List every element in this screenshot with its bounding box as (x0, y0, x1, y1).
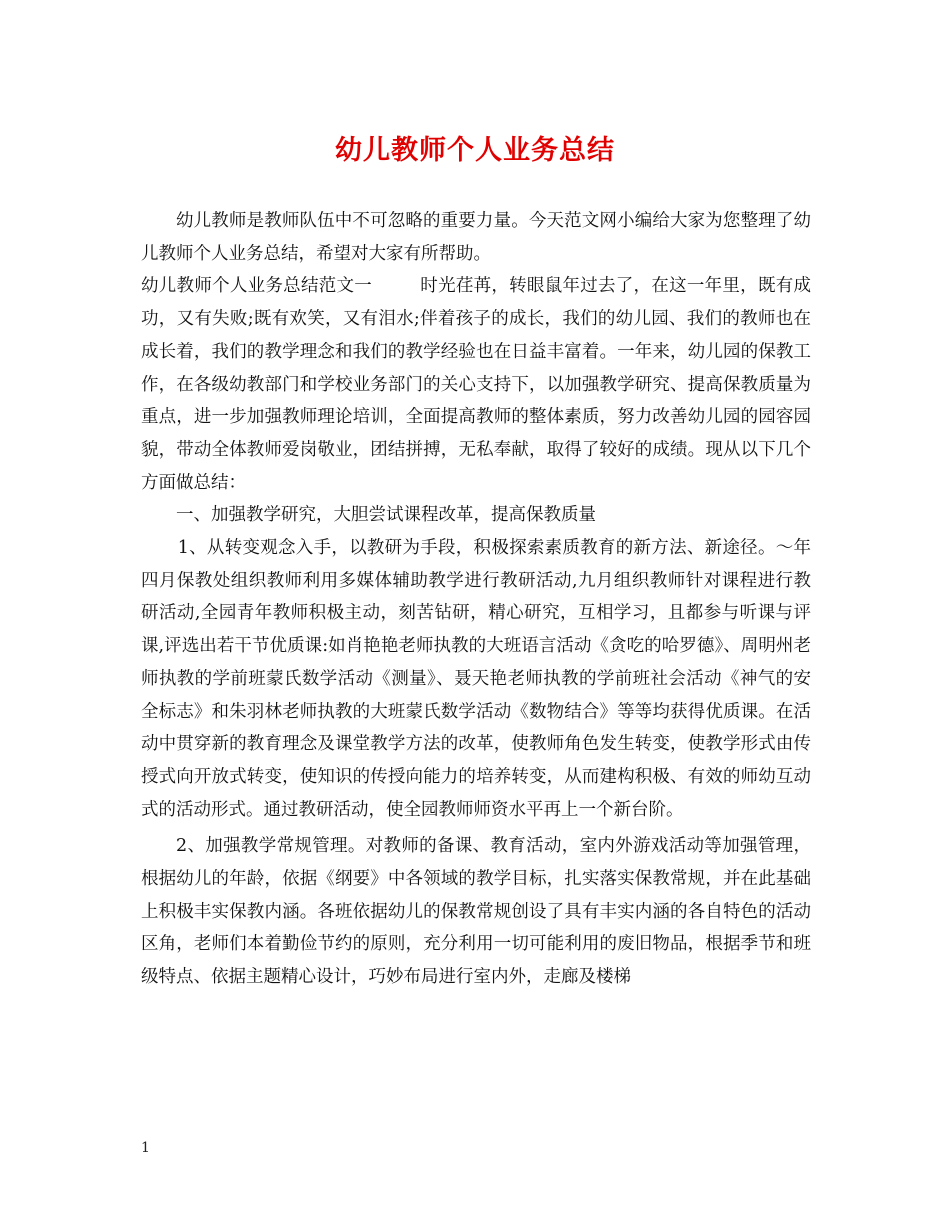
document-title: 幼儿教师个人业务总结 (335, 135, 615, 166)
sample-heading: 幼儿教师个人业务总结范文一 (141, 276, 373, 297)
item-one-paragraph: 1、从转变观念入手，以教研为手段，积极探索素质教育的新方法、新途径。～年四月保教处组织教师利用多媒体辅助教学进行教研活动,九月组织教师针对课程进行教研活动,全园青年教师积极主动，刻苦钻研，精心研究，互相学习，且都参与听课与评课,评选出若干节优质课:如肖艳艳老师执教的大班语言活动《贪吃的哈罗德》、周明州老师执教的学前班蒙氏数学活动《测量》、聂天艳老师执教的学前班社会活动《神气的安全标志》和朱羽林老师执教的大班蒙氏数学活动《数物结合》等等均获得优质课。在活动中贯穿新的教育理念及课堂教学方法的改革，使教师角色发生转变，使教学形式由传授式向开放式转变，使知识的传授向能力的培养转变，从而建构积极、有效的师幼互动式的活动形式。通过教研活动，使全园教师师资水平再上一个新台阶。 (141, 538, 811, 820)
sample-paragraph (141, 270, 811, 499)
intro-paragraph: 幼儿教师是教师队伍中不可忽略的重要力量。今天范文网小编给大家为您整理了幼儿教师个人业务总结，希望对大家有所帮助。 (141, 211, 811, 264)
document-body (141, 205, 811, 994)
section-heading-one: 一、加强教学研究，大胆尝试课程改革，提高保教质量 (176, 505, 596, 526)
item-two-paragraph: 2、加强教学常规管理。对教师的备课、教育活动，室内外游戏活动等加强管理，根据幼儿的年龄，依据《纲要》中各领域的教学目标，扎实落实保教常规，并在此基础上积极丰实保教内涵。各班依据幼儿的保教常规创设了具有丰实内涵的各自特色的活动区角，老师们本着勤俭节约的原则，充分利用一切可能利用的废旧物品，根据季节和班级特点、依据主题精心设计，巧妙布局进行室内外，走廊及楼梯 (141, 836, 811, 988)
paragraph-one-text: 时光荏苒，转眼鼠年过去了，在这一年里，既有成功，又有失败;既有欢笑，又有泪水;伴着孩子的成长，我们的幼儿园、我们的教师也在成长着，我们的教学理念和我们的教学经验也在日益丰富着。一年来，幼儿园的保教工作，在各级幼教部门和学校业务部门的关心支持下，以加强教学研究、提高保教质量为重点，进一步加强教师理论培训，全面提高教师的整体素质，努力改善幼儿园的园容园貌，带动全体教师爱岗敬业，团结拼搏，无私奉献，取得了较好的成绩。现从以下几个方面做总结： (141, 276, 812, 493)
page-number: 1 (141, 1140, 150, 1156)
